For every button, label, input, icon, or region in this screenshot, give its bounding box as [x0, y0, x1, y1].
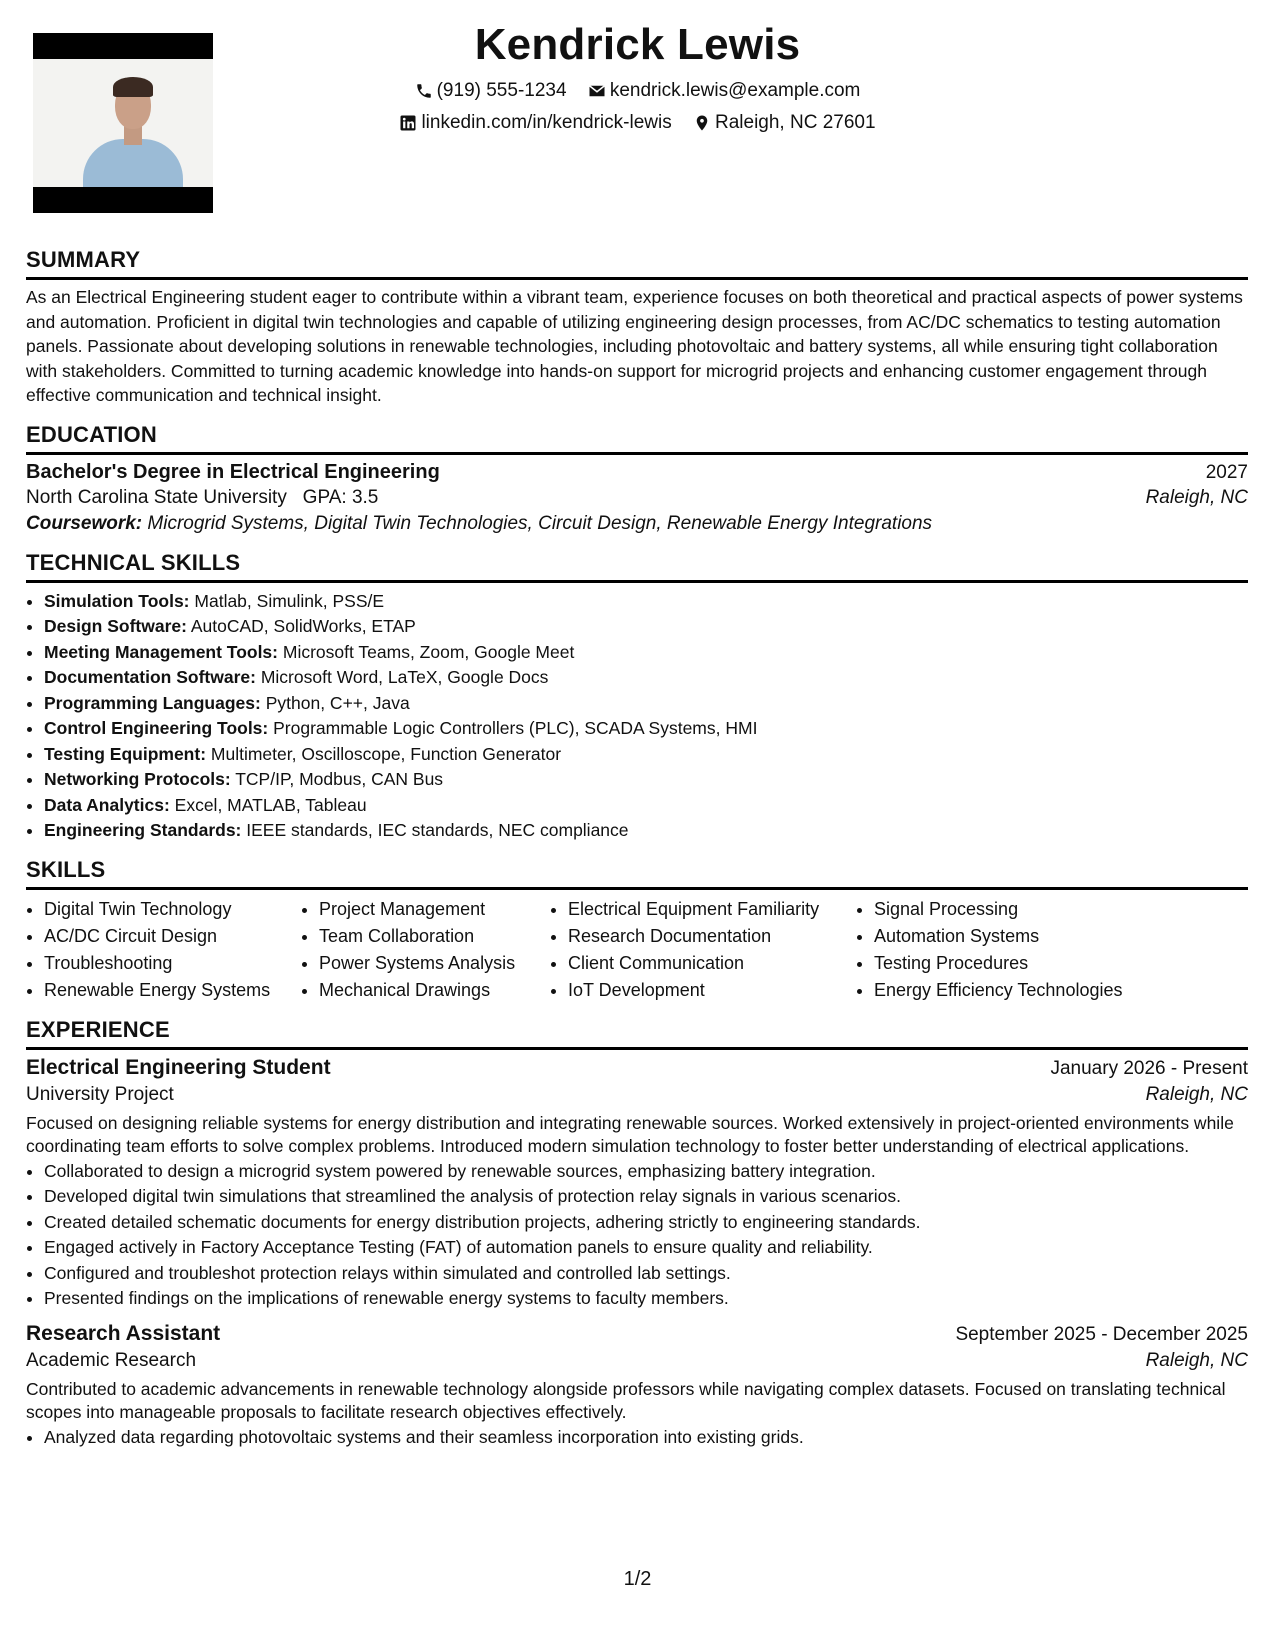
list-item: • IoT Development — [568, 977, 856, 1004]
gpa: GPA: 3.5 — [302, 486, 379, 508]
job-bullets — [26, 1425, 1248, 1451]
job-description: Contributed to academic advancements in renewable technology alongside professors while navigating complex datasets. Focused on translating technical scopes into manageable proposals to facilitate research objectives effectively. — [26, 1378, 1226, 1422]
skills-column-3 — [550, 896, 856, 1004]
list-item: • Networking Protocols: TCP/IP, Modbus, CAN Bus — [44, 767, 1248, 793]
page-number: 1/2 — [623, 1568, 652, 1590]
school-name: North Carolina State University — [26, 486, 287, 508]
contact-location: Raleigh, NC 27601 — [693, 112, 876, 134]
list-item: • Automation Systems — [874, 923, 1174, 950]
graduation-year: 2027 — [1205, 461, 1248, 483]
list-item: • Power Systems Analysis — [319, 950, 550, 977]
coursework-line — [26, 513, 1248, 535]
linkedin-icon — [399, 114, 417, 132]
list-item: • Analyzed data regarding photovoltaic systems and their seamless incorporation into existing grids. — [44, 1425, 1248, 1451]
list-item: • Meeting Management Tools: Microsoft Teams, Zoom, Google Meet — [44, 640, 1248, 666]
summary-section — [26, 247, 1248, 408]
school-location: Raleigh, NC — [1145, 486, 1248, 508]
candidate-name: Kendrick Lewis — [474, 20, 801, 69]
section-title-experience: EXPERIENCE — [26, 1017, 1248, 1050]
job-entry — [26, 1322, 1248, 1451]
list-item: • Created detailed schematic documents for energy distribution projects, adhering strictly to engineering standards. — [44, 1210, 1248, 1236]
list-item: • Testing Procedures — [874, 950, 1174, 977]
section-title-education: EDUCATION — [26, 422, 1248, 455]
list-item: • Client Communication — [568, 950, 856, 977]
skills-column-4 — [856, 896, 1174, 1004]
education-section — [26, 422, 1248, 535]
list-item: • Design Software: AutoCAD, SolidWorks, ETAP — [44, 614, 1248, 640]
section-title-summary: SUMMARY — [26, 247, 1248, 280]
job-location: Raleigh, NC — [1145, 1349, 1248, 1371]
list-item: • Troubleshooting — [44, 950, 301, 977]
skills-grid — [26, 896, 1248, 1004]
coursework-list: Microgrid Systems, Digital Twin Technologies, Circuit Design, Renewable Energy Integrations — [147, 512, 933, 534]
experience-section — [26, 1017, 1248, 1451]
list-item: • Research Documentation — [568, 923, 856, 950]
list-item: • Renewable Energy Systems — [44, 977, 301, 1004]
list-item: • Digital Twin Technology — [44, 896, 301, 923]
job-location: Raleigh, NC — [1145, 1083, 1248, 1105]
list-item: • Documentation Software: Microsoft Word, LaTeX, Google Docs — [44, 665, 1248, 691]
map-pin-icon — [693, 114, 711, 132]
list-item: • Presented findings on the implications of renewable energy systems to faculty members. — [44, 1286, 1248, 1312]
list-item: • Control Engineering Tools: Programmable Logic Controllers (PLC), SCADA Systems, HMI — [44, 716, 1248, 742]
list-item: • Engineering Standards: IEEE standards, IEC standards, NEC compliance — [44, 818, 1248, 844]
section-title-technical-skills: TECHNICAL SKILLS — [26, 550, 1248, 583]
list-item: • Team Collaboration — [319, 923, 550, 950]
list-item: • Electrical Equipment Familiarity — [568, 896, 856, 923]
job-dates: September 2025 - December 2025 — [955, 1323, 1248, 1345]
job-org: Academic Research — [26, 1349, 197, 1371]
contact-row-1 — [0, 80, 1275, 106]
list-item: • Data Analytics: Excel, MATLAB, Tableau — [44, 793, 1248, 819]
list-item: • Energy Efficiency Technologies — [874, 977, 1174, 1004]
skills-column-1 — [26, 896, 301, 1004]
job-role: Electrical Engineering Student — [26, 1055, 331, 1079]
technical-skills-list — [26, 589, 1248, 844]
job-bullets — [26, 1159, 1248, 1312]
job-dates: January 2026 - Present — [1050, 1057, 1248, 1079]
degree-title: Bachelor's Degree in Electrical Engineering — [26, 460, 440, 483]
list-item: • Testing Equipment: Multimeter, Oscilloscope, Function Generator — [44, 742, 1248, 768]
skills-column-2 — [301, 896, 550, 1004]
list-item: • Engaged actively in Factory Acceptance Testing (FAT) of automation panels to ensure quality and reliability. — [44, 1235, 1248, 1261]
list-item: • Mechanical Drawings — [319, 977, 550, 1004]
phone-icon — [415, 82, 433, 100]
resume-body — [26, 247, 1248, 1450]
list-item: • Programming Languages: Python, C++, Java — [44, 691, 1248, 717]
job-description: Focused on designing reliable systems for energy distribution and integrating renewable sources. Worked extensively in project-oriented environments while coordinating team efforts to solve complex problems. Introduced modern simulation technology to foster better understanding of electrical applications. — [26, 1112, 1234, 1156]
contact-linkedin[interactable]: linkedin.com/in/kendrick-lewis — [399, 112, 671, 134]
contact-row-2 — [0, 112, 1275, 138]
coursework-label: Coursework: — [26, 512, 143, 534]
skills-section — [26, 857, 1248, 1004]
list-item: • Simulation Tools: Matlab, Simulink, PSS/E — [44, 589, 1248, 615]
list-item: • Developed digital twin simulations that streamlined the analysis of protection relay signals in various scenarios. — [44, 1184, 1248, 1210]
list-item: • Collaborated to design a microgrid system powered by renewable sources, emphasizing battery integration. — [44, 1159, 1248, 1185]
list-item: • Project Management — [319, 896, 550, 923]
contact-phone[interactable]: (919) 555-1234 — [415, 80, 567, 102]
summary-text: As an Electrical Engineering student eager to contribute within a vibrant team, experience focuses on both theoretical and practical aspects of power systems and automation. Proficient in digital twin technologies and capable of utilizing engineering design processes, from AC/DC schematics to testing automation panels. Passionate about developing solutions in renewable technologies, including photovoltaic and battery systems, all while ensuring tight collaboration with stakeholders. Committed to turning academic knowledge into hands-on support for microgrid projects and enhancing customer engagement through effective communication and technical insight. — [26, 287, 1243, 405]
section-title-skills: SKILLS — [26, 857, 1248, 890]
technical-skills-section — [26, 550, 1248, 844]
list-item: • Configured and troubleshot protection relays within simulated and controlled lab settings. — [44, 1261, 1248, 1287]
job-entry — [26, 1056, 1248, 1312]
envelope-icon — [588, 82, 606, 100]
contact-email[interactable]: kendrick.lewis@example.com — [588, 80, 861, 102]
job-org: University Project — [26, 1083, 174, 1105]
job-role: Research Assistant — [26, 1321, 221, 1345]
list-item: • Signal Processing — [874, 896, 1174, 923]
list-item: • AC/DC Circuit Design — [44, 923, 301, 950]
